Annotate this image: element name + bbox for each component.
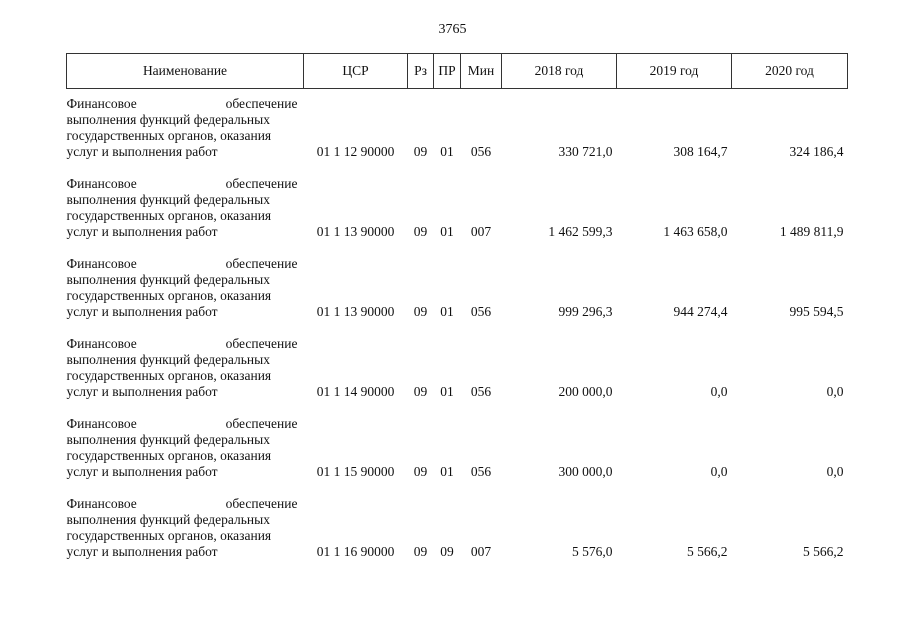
row-pr: 01: [440, 384, 454, 399]
row-name: [67, 89, 304, 161]
header-min: Мин: [461, 54, 502, 89]
row-name: [67, 320, 304, 400]
row-csr: 01 1 13 90000: [316, 224, 395, 239]
row-2020: 995 594,5: [789, 304, 844, 319]
header-2020: 2020 год: [732, 54, 848, 89]
row-name-line: услуг и выполнения работ: [66, 224, 218, 239]
row-2020: 324 186,4: [789, 144, 844, 159]
row-name-line: услуг и выполнения работ: [66, 384, 218, 399]
row-csr: 01 1 14 90000: [316, 384, 395, 399]
row-name-line: выполнения функций федеральных: [66, 512, 270, 527]
row-name-line: выполнения функций федеральных: [66, 432, 270, 447]
row-name-line: Финансовое обеспечение: [66, 416, 298, 431]
row-rz: 09: [413, 224, 428, 239]
table-row: [67, 400, 848, 480]
row-2018: 5 576,0: [572, 544, 613, 559]
table-row: [67, 160, 848, 240]
row-min: 056: [470, 304, 492, 319]
row-name-line: государственных органов, оказания: [66, 208, 272, 223]
header-2018: 2018 год: [502, 54, 617, 89]
row-name-line: услуг и выполнения работ: [66, 544, 218, 559]
header-name: Наименование: [67, 54, 304, 89]
header-2019: 2019 год: [617, 54, 732, 89]
row-2019: 1 463 658,0: [663, 224, 728, 239]
row-name-line: Финансовое обеспечение: [66, 496, 298, 511]
table-row: [67, 240, 848, 320]
row-2019: 308 164,7: [673, 144, 728, 159]
row-name-line: государственных органов, оказания: [66, 448, 272, 463]
row-name-line: государственных органов, оказания: [66, 128, 272, 143]
budget-table: [66, 53, 848, 560]
table-row: [67, 320, 848, 400]
row-2020: 0,0: [826, 464, 844, 479]
table-row: [67, 480, 848, 560]
page-number: 3765: [438, 22, 467, 37]
table-header-row: [67, 54, 848, 89]
row-min: 007: [470, 224, 492, 239]
row-name: [67, 160, 304, 240]
row-2018: 300 000,0: [558, 464, 613, 479]
row-2019: 0,0: [710, 384, 728, 399]
row-name-line: выполнения функций федеральных: [66, 112, 270, 127]
row-rz: 09: [413, 144, 428, 159]
row-2018: 999 296,3: [558, 304, 613, 319]
row-pr: 01: [440, 144, 454, 159]
row-2019: 0,0: [710, 464, 728, 479]
row-name-line: услуг и выполнения работ: [66, 144, 218, 159]
row-pr: 09: [440, 544, 454, 559]
row-min: 056: [470, 464, 492, 479]
row-name-line: государственных органов, оказания: [66, 528, 272, 543]
row-name: [67, 240, 304, 320]
row-2019: 5 566,2: [687, 544, 728, 559]
header-pr: ПР: [434, 54, 461, 89]
row-pr: 01: [440, 464, 454, 479]
row-min: 007: [470, 544, 492, 559]
table-body: [67, 89, 848, 561]
row-pr: 01: [440, 304, 454, 319]
row-rz: 09: [413, 384, 428, 399]
row-rz: 09: [413, 464, 428, 479]
row-min: 056: [470, 144, 492, 159]
row-pr: 01: [440, 224, 454, 239]
row-name-line: Финансовое обеспечение: [66, 336, 298, 351]
row-2020: 0,0: [826, 384, 844, 399]
table-row: [67, 89, 848, 161]
row-name-line: государственных органов, оказания: [66, 288, 272, 303]
row-csr: 01 1 15 90000: [316, 464, 395, 479]
row-rz: 09: [413, 304, 428, 319]
row-name: [67, 400, 304, 480]
row-2020: 1 489 811,9: [779, 224, 844, 239]
row-2020: 5 566,2: [803, 544, 844, 559]
row-name-line: выполнения функций федеральных: [66, 352, 270, 367]
row-rz: 09: [413, 544, 428, 559]
row-2018: 200 000,0: [558, 384, 613, 399]
row-name-line: Финансовое обеспечение: [66, 176, 298, 191]
row-name: [67, 480, 304, 560]
row-name-line: Финансовое обеспечение: [66, 96, 298, 111]
header-rz: Рз: [408, 54, 434, 89]
row-2018: 330 721,0: [558, 144, 613, 159]
row-csr: 01 1 16 90000: [316, 544, 395, 559]
row-name-line: услуг и выполнения работ: [66, 304, 218, 319]
row-2018: 1 462 599,3: [548, 224, 613, 239]
row-csr: 01 1 12 90000: [316, 144, 395, 159]
row-2019: 944 274,4: [673, 304, 728, 319]
row-min: 056: [470, 384, 492, 399]
row-name-line: выполнения функций федеральных: [66, 192, 270, 207]
row-name-line: государственных органов, оказания: [66, 368, 272, 383]
row-name-line: выполнения функций федеральных: [66, 272, 270, 287]
row-name-line: услуг и выполнения работ: [66, 464, 218, 479]
row-csr: 01 1 13 90000: [316, 304, 395, 319]
header-csr: ЦСР: [304, 54, 408, 89]
row-name-line: Финансовое обеспечение: [66, 256, 298, 271]
